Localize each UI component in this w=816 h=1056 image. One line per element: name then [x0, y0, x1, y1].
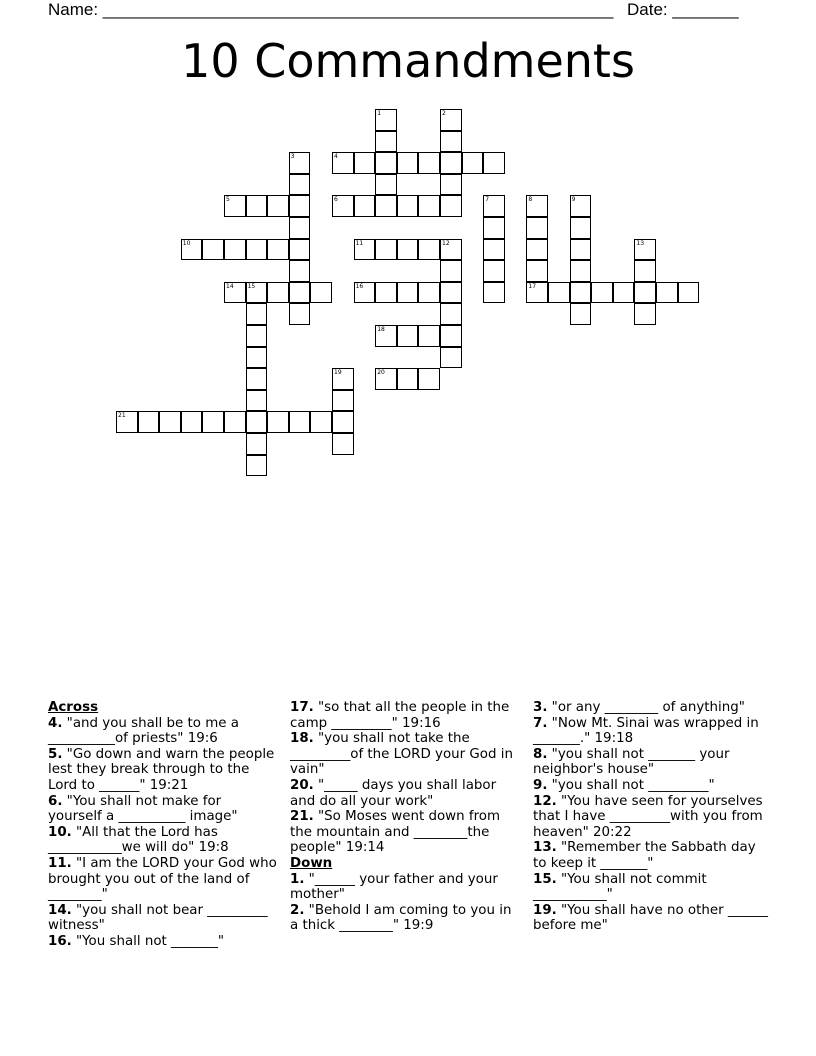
clue-item: [290, 731, 520, 778]
crossword-cell[interactable]: [418, 368, 440, 390]
crossword-cell[interactable]: [224, 195, 246, 217]
clue-item: [48, 856, 278, 903]
crossword-cell[interactable]: [246, 303, 268, 325]
crossword-cell[interactable]: [375, 152, 397, 174]
clue-number: 19.: [533, 902, 557, 918]
crossword-cell[interactable]: [202, 239, 224, 261]
clue-number: 18: [377, 326, 385, 333]
crossword-cell[interactable]: [418, 282, 440, 304]
crossword-cell[interactable]: [397, 368, 419, 390]
clue-item: [290, 809, 520, 856]
crossword-cell[interactable]: [289, 303, 311, 325]
crossword-cell[interactable]: [397, 152, 419, 174]
crossword-cell[interactable]: [440, 325, 462, 347]
crossword-cell[interactable]: [570, 282, 592, 304]
clue-number: 9.: [533, 777, 548, 793]
clue-item: [48, 794, 278, 825]
clue-number: 11: [355, 239, 364, 247]
clue-number: 5: [226, 196, 230, 204]
clue-section-heading: Across: [48, 700, 99, 715]
clue-number: 11.: [48, 855, 72, 871]
clue-text: "You shall not _______": [71, 933, 225, 949]
crossword-cell[interactable]: [332, 368, 354, 390]
crossword-cell[interactable]: [397, 195, 419, 217]
clue-number: 20.: [290, 777, 314, 793]
clue-number: 9: [571, 196, 576, 204]
crossword-cell[interactable]: [483, 195, 505, 217]
crossword-cell[interactable]: [613, 282, 635, 304]
crossword-cell[interactable]: [354, 239, 376, 261]
clue-column-2: [290, 700, 520, 934]
crossword-cell[interactable]: [289, 174, 311, 196]
crossword-cell[interactable]: [440, 282, 462, 304]
clue-number: 18.: [290, 731, 314, 747]
date-field-label: Date: _______: [627, 0, 739, 19]
crossword-cell[interactable]: [440, 260, 462, 282]
clue-text: "So Moses went down from the mountain and ________the people" 19:14: [290, 809, 501, 856]
clue-number: 2: [442, 110, 446, 117]
crossword-cell[interactable]: [332, 411, 354, 433]
crossword-cell[interactable]: [332, 390, 354, 412]
crossword-cell[interactable]: [548, 282, 570, 304]
clue-item: [48, 934, 278, 950]
clue-number: 17.: [290, 700, 314, 715]
crossword-cell[interactable]: [246, 325, 268, 347]
crossword-cell[interactable]: [310, 282, 332, 304]
clue-item: [48, 716, 278, 747]
crossword-cell[interactable]: [246, 390, 268, 412]
crossword-cell[interactable]: [440, 131, 462, 153]
crossword-cell[interactable]: [354, 282, 376, 304]
crossword-cell[interactable]: [440, 303, 462, 325]
crossword-cell[interactable]: [375, 325, 397, 347]
clue-item: [533, 903, 773, 934]
clue-number: 13: [636, 239, 645, 247]
crossword-cell[interactable]: [332, 152, 354, 174]
crossword-cell[interactable]: [570, 303, 592, 325]
crossword-cell[interactable]: [678, 282, 700, 304]
crossword-cell[interactable]: [224, 239, 246, 261]
crossword-cell[interactable]: [526, 260, 548, 282]
crossword-cell[interactable]: [246, 455, 268, 477]
crossword-cell[interactable]: [570, 260, 592, 282]
page-title: 10 Commandments: [181, 34, 635, 88]
clue-item: [290, 872, 520, 903]
clue-number: 15.: [533, 871, 557, 887]
crossword-cell[interactable]: [440, 347, 462, 369]
clue-text: "you shall not _________": [547, 777, 715, 793]
clue-number: 14: [226, 282, 234, 290]
clue-text: "Behold I am coming to you in a thick ________" 19:9: [290, 902, 512, 934]
clue-text: "you shall not bear _________ witness": [48, 902, 268, 934]
crossword-cell[interactable]: [375, 131, 397, 153]
clue-number: 7.: [533, 715, 548, 731]
crossword-cell[interactable]: [246, 411, 268, 433]
crossword-cell[interactable]: [656, 282, 678, 304]
clue-text: "All that the Lord has ___________we will do" 19:8: [48, 824, 229, 856]
clue-column-1: [48, 700, 278, 950]
name-field-label: Name: ______________________________________________________: [48, 0, 614, 19]
crossword-cell[interactable]: [375, 282, 397, 304]
crossword-cell[interactable]: [202, 411, 224, 433]
crossword-cell[interactable]: [570, 195, 592, 217]
clue-number: 4.: [48, 715, 63, 731]
clue-item: [533, 840, 773, 871]
clue-text: "I am the LORD your God who brought you out of the land of ________": [48, 855, 277, 903]
clue-number: 21.: [290, 809, 314, 825]
crossword-cell[interactable]: [289, 217, 311, 239]
crossword-cell[interactable]: [440, 152, 462, 174]
clue-item: [533, 747, 773, 778]
crossword-cell[interactable]: [375, 368, 397, 390]
clue-item: [290, 700, 520, 731]
clue-number: 8.: [533, 746, 548, 762]
clue-text: "Now Mt. Sinai was wrapped in _______." 19:18: [533, 715, 759, 747]
crossword-cell[interactable]: [634, 282, 656, 304]
clue-number: 6: [334, 196, 338, 204]
crossword-cell[interactable]: [138, 411, 160, 433]
clue-text: "You have seen for yourselves that I have _________with you from heaven" 20:22: [533, 793, 763, 840]
crossword-cell[interactable]: [375, 239, 397, 261]
clue-text: "you shall not _______ your neighbor's house": [533, 746, 730, 778]
crossword-cell[interactable]: [354, 195, 376, 217]
clue-number: 12.: [533, 793, 557, 809]
crossword-cell[interactable]: [418, 195, 440, 217]
clue-text: "and you shall be to me a __________of priests" 19:6: [48, 715, 239, 747]
clue-item: [533, 794, 773, 841]
clue-item: [533, 716, 773, 747]
crossword-cell[interactable]: [570, 239, 592, 261]
crossword-cell[interactable]: [267, 411, 289, 433]
clue-number: 14.: [48, 902, 72, 918]
clue-text: "______ your father and your mother": [290, 871, 498, 903]
clue-number: 7: [485, 196, 490, 204]
clue-number: 8: [528, 196, 533, 204]
crossword-cell[interactable]: [526, 195, 548, 217]
crossword-cell[interactable]: [440, 195, 462, 217]
clue-number: 13.: [533, 840, 557, 856]
clue-text: "Remember the Sabbath day to keep it _______": [533, 840, 756, 871]
crossword-cell[interactable]: [332, 433, 354, 455]
crossword-cell[interactable]: [289, 239, 311, 261]
clue-number: 4: [334, 153, 338, 161]
crossword-cell[interactable]: [224, 282, 246, 304]
crossword-cell[interactable]: [397, 282, 419, 304]
clue-text: "You shall have no other ______ before me": [533, 902, 769, 934]
clue-item: [48, 903, 278, 934]
crossword-cell[interactable]: [289, 282, 311, 304]
crossword-cell[interactable]: [246, 282, 268, 304]
clue-number: 10.: [48, 824, 72, 840]
crossword-cell[interactable]: [267, 195, 289, 217]
clue-number: 1.: [290, 871, 305, 887]
clue-number: 10: [182, 239, 191, 247]
clue-number: 12: [442, 239, 450, 247]
clue-text: "You shall not commit ___________": [533, 871, 707, 903]
clue-number: 15: [247, 282, 256, 290]
crossword-cell[interactable]: [289, 411, 311, 433]
crossword-cell[interactable]: [634, 260, 656, 282]
crossword-cell[interactable]: [591, 282, 613, 304]
clue-text: "you shall not take the _________of the LORD your God in vain": [290, 731, 513, 778]
crossword-cell[interactable]: [354, 152, 376, 174]
crossword-cell[interactable]: [159, 411, 181, 433]
clue-number: 6.: [48, 793, 63, 809]
crossword-cell[interactable]: [246, 347, 268, 369]
crossword-cell[interactable]: [375, 109, 397, 131]
crossword-cell[interactable]: [440, 109, 462, 131]
crossword-cell[interactable]: [289, 152, 311, 174]
crossword-cell[interactable]: [526, 239, 548, 261]
clue-item: [533, 778, 773, 794]
crossword-cell[interactable]: [116, 411, 138, 433]
clue-item: [48, 825, 278, 856]
crossword-grid: [0, 0, 816, 480]
crossword-cell[interactable]: [526, 217, 548, 239]
clue-number: 1: [377, 110, 382, 117]
clue-column-3: [533, 700, 773, 934]
crossword-cell[interactable]: [418, 325, 440, 347]
crossword-cell[interactable]: [634, 239, 656, 261]
crossword-cell[interactable]: [440, 239, 462, 261]
crossword-cell[interactable]: [483, 239, 505, 261]
clue-section-heading: Down: [290, 855, 333, 871]
clue-number: 16: [355, 282, 364, 290]
clue-number: 17: [528, 282, 537, 290]
clue-text: "so that all the people in the camp _________" 19:16: [290, 700, 510, 731]
clue-item: [290, 903, 520, 934]
crossword-cell[interactable]: [332, 195, 354, 217]
clue-text: "_____ days you shall labor and do all your work": [290, 777, 497, 809]
crossword-cell[interactable]: [246, 368, 268, 390]
crossword-cell[interactable]: [483, 217, 505, 239]
crossword-cell[interactable]: [440, 174, 462, 196]
crossword-cell[interactable]: [418, 239, 440, 261]
crossword-cell[interactable]: [289, 195, 311, 217]
crossword-cell[interactable]: [397, 239, 419, 261]
crossword-cell[interactable]: [483, 282, 505, 304]
crossword-cell[interactable]: [224, 411, 246, 433]
crossword-cell[interactable]: [246, 433, 268, 455]
clue-number: 19: [334, 369, 342, 377]
clue-number: 2.: [290, 902, 305, 918]
crossword-cell[interactable]: [267, 282, 289, 304]
clue-number: 20: [377, 369, 385, 377]
crossword-cell[interactable]: [397, 325, 419, 347]
clue-number: 16.: [48, 933, 72, 949]
crossword-cell[interactable]: [246, 239, 268, 261]
clue-item: [48, 747, 278, 794]
crossword-cell[interactable]: [375, 195, 397, 217]
crossword-cell[interactable]: [483, 152, 505, 174]
crossword-cell[interactable]: [375, 174, 397, 196]
clue-item: [290, 778, 520, 809]
clue-number: 3.: [533, 700, 548, 715]
crossword-cell[interactable]: [289, 260, 311, 282]
clue-text: "You shall not make for yourself a __________ image": [48, 793, 238, 825]
clue-text: "or any ________ of anything": [547, 700, 745, 715]
clue-item: [533, 700, 773, 716]
crossword-cell[interactable]: [418, 152, 440, 174]
clue-number: 21: [118, 412, 126, 420]
crossword-cell[interactable]: [483, 260, 505, 282]
clue-text: "Go down and warn the people lest they break through to the Lord to ______" 19:21: [48, 746, 275, 793]
crossword-cell[interactable]: [310, 411, 332, 433]
clue-number: 5.: [48, 746, 63, 762]
crossword-cell[interactable]: [181, 239, 203, 261]
crossword-cell[interactable]: [634, 303, 656, 325]
crossword-cell[interactable]: [570, 217, 592, 239]
crossword-cell[interactable]: [246, 195, 268, 217]
crossword-cell[interactable]: [526, 282, 548, 304]
crossword-cell[interactable]: [462, 152, 484, 174]
clue-number: 3: [290, 153, 295, 161]
clue-item: [533, 872, 773, 903]
crossword-cell[interactable]: [267, 239, 289, 261]
crossword-cell[interactable]: [181, 411, 203, 433]
